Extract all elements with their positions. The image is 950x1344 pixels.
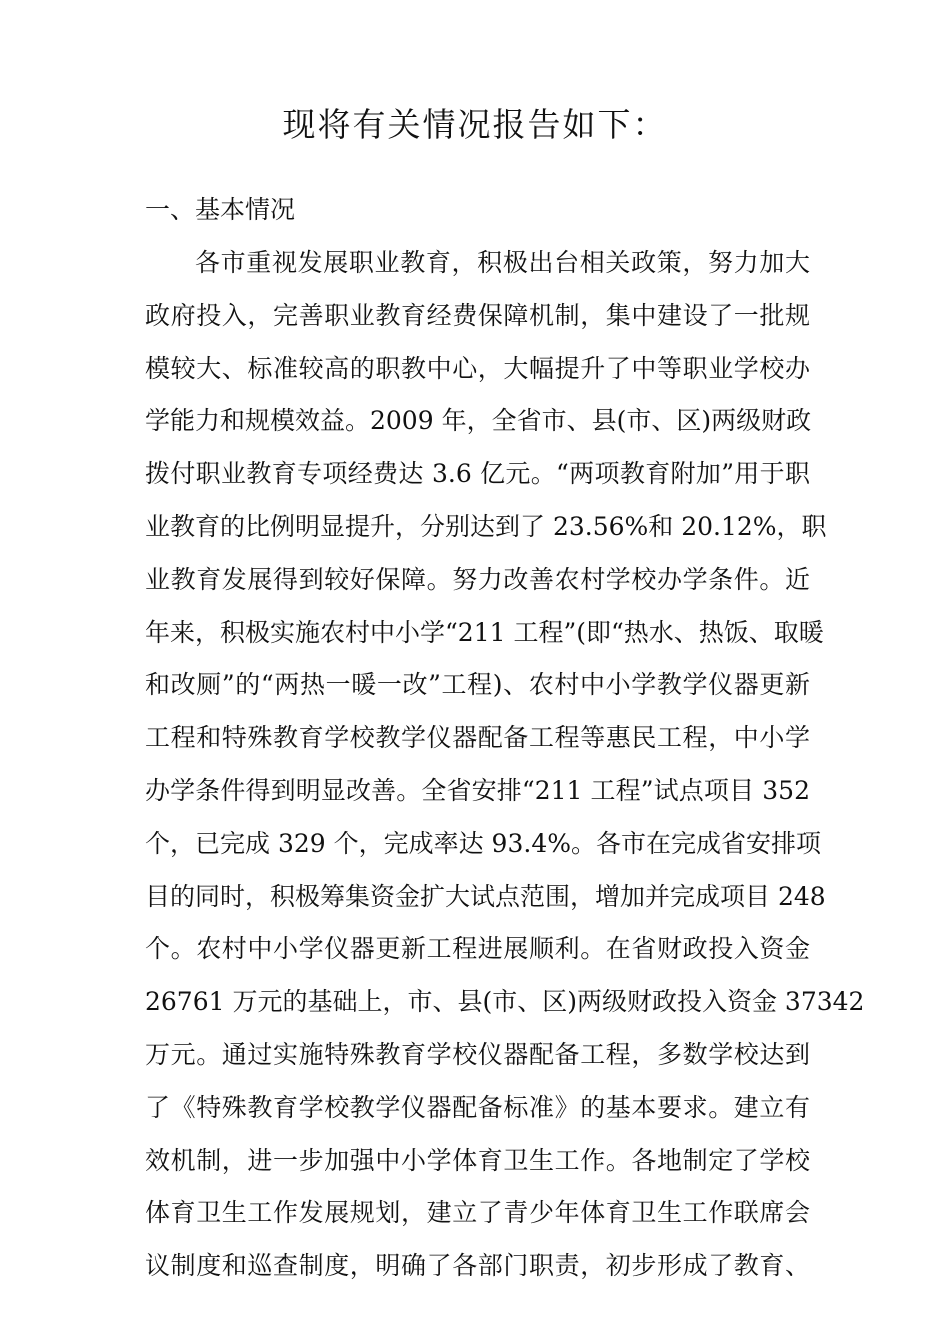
section-heading: 一、基本情况 bbox=[145, 195, 296, 224]
paragraph-line: 个，已完成 329 个，完成率达 93.4%。各市在完成省安排项 bbox=[145, 828, 821, 858]
paragraph-line: 学能力和规模效益。2009 年，全省市、县(市、区)两级财政 bbox=[145, 406, 812, 436]
paragraph-line: 了《特殊教育学校教学仪器配备标准》的基本要求。建立有 bbox=[145, 1092, 810, 1122]
paragraph-line: 业教育的比例明显提升，分别达到了 23.56%和 20.12%，职 bbox=[145, 511, 827, 541]
paragraph-line: 各市重视发展职业教育，积极出台相关政策，努力加大 bbox=[195, 248, 810, 277]
paragraph-line: 效机制，进一步加强中小学体育卫生工作。各地制定了学校 bbox=[145, 1145, 810, 1175]
paragraph-line: 模较大、标准较高的职教中心，大幅提升了中等职业学校办 bbox=[145, 353, 810, 383]
paragraph-line: 办学条件得到明显改善。全省安排“211 工程”试点项目 352 bbox=[145, 775, 810, 805]
paragraph-line: 目的同时，积极筹集资金扩大试点范围，增加并完成项目 248 bbox=[145, 881, 826, 911]
paragraph-line: 拨付职业教育专项经费达 3.6 亿元。“两项教育附加”用于职 bbox=[145, 459, 810, 489]
paragraph-line: 政府投入，完善职业教育经费保障机制，集中建设了一批规 bbox=[145, 300, 810, 330]
document-title: 现将有关情况报告如下： bbox=[282, 105, 668, 144]
paragraph-line: 个。农村中小学仪器更新工程进展顺利。在省财政投入资金 bbox=[145, 934, 810, 964]
body-paragraph bbox=[145, 237, 865, 1293]
paragraph-line: 工程和特殊教育学校教学仪器配备工程等惠民工程，中小学 bbox=[145, 723, 810, 753]
paragraph-line: 万元。通过实施特殊教育学校仪器配备工程，多数学校达到 bbox=[145, 1039, 810, 1069]
paragraph-line: 和改厕”的“两热一暖一改”工程)、农村中小学教学仪器更新 bbox=[145, 670, 810, 700]
paragraph-line: 体育卫生工作发展规划，建立了青少年体育卫生工作联席会 bbox=[145, 1198, 810, 1228]
paragraph-line: 业教育发展得到较好保障。努力改善农村学校办学条件。近 bbox=[145, 564, 810, 594]
paragraph-line: 26761 万元的基础上，市、县(市、区)两级财政投入资金 37342 bbox=[145, 987, 865, 1017]
paragraph-line: 议制度和巡查制度，明确了各部门职责，初步形成了教育、 bbox=[145, 1251, 810, 1281]
paragraph-line: 年来，积极实施农村中小学“211 工程”(即“热水、热饭、取暖 bbox=[145, 617, 824, 647]
